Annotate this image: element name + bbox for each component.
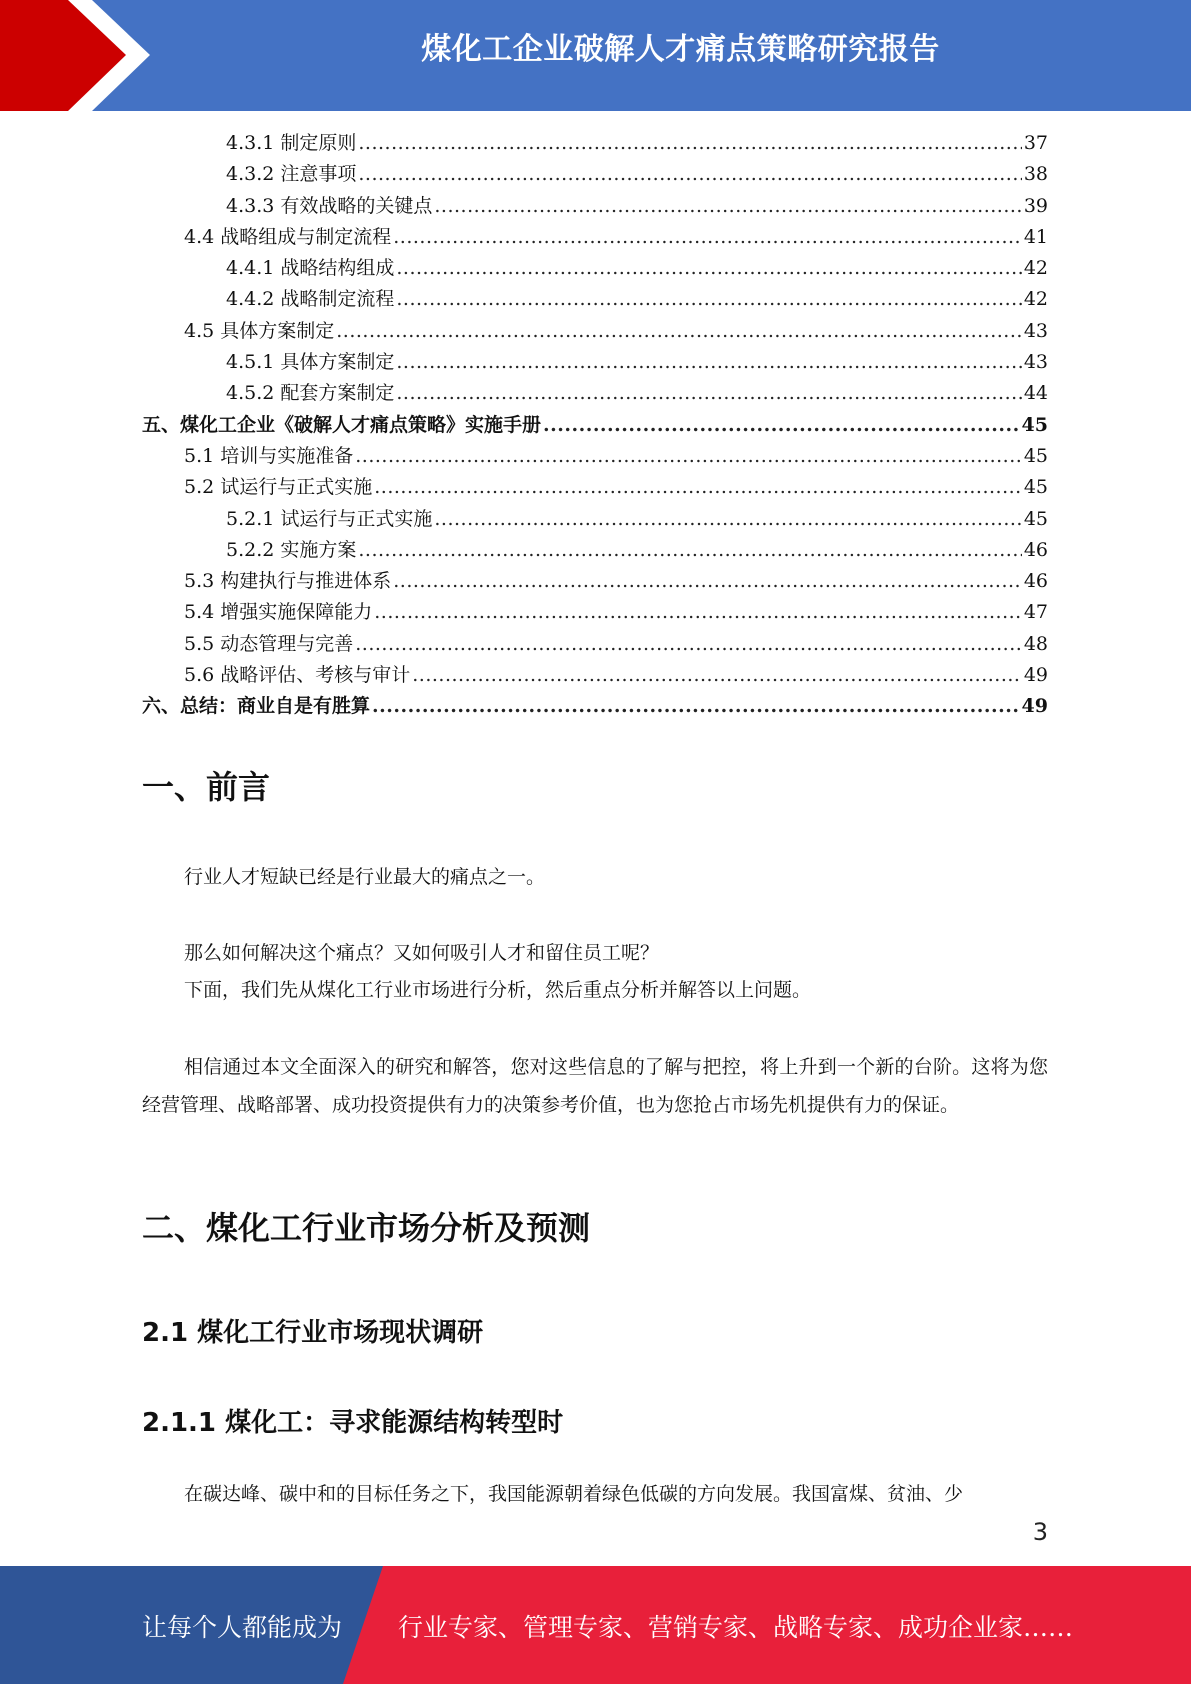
toc-entry-title: 5.5 动态管理与完善: [184, 632, 354, 655]
toc-entry-title: 5.2.1 试运行与正式实施: [226, 507, 433, 530]
toc-entry[interactable]: [142, 253, 1048, 284]
page-footer: [0, 1566, 1191, 1684]
table-of-contents: [142, 128, 1048, 723]
toc-entry-title: 4.5 具体方案制定: [184, 319, 335, 342]
toc-entry[interactable]: [142, 566, 1048, 597]
toc-entry-title: 4.3.3 有效战略的关键点: [226, 194, 433, 217]
toc-entry-page: 44: [1023, 382, 1048, 405]
toc-entry-page: 45: [1023, 476, 1048, 499]
toc-entry[interactable]: [142, 410, 1048, 441]
toc-entry[interactable]: [142, 128, 1048, 159]
toc-entry[interactable]: [142, 629, 1048, 660]
toc-entry-title: 5.2 试运行与正式实施: [184, 476, 373, 499]
toc-entry-title: 五、煤化工企业《破解人才痛点策略》实施手册: [142, 413, 542, 436]
page-header: [0, 0, 1191, 111]
toc-entry[interactable]: [142, 191, 1048, 222]
toc-entry-title: 5.6 战略评估、考核与审计: [184, 664, 411, 687]
report-title: 煤化工企业破解人才痛点策略研究报告: [421, 32, 940, 67]
toc-dot-leader: [396, 253, 1021, 284]
toc-entry[interactable]: [142, 660, 1048, 691]
toc-dot-leader: [393, 566, 1022, 597]
toc-dot-leader: [358, 159, 1021, 190]
toc-entry-title: 4.4.2 战略制定流程: [226, 288, 395, 311]
toc-dot-leader: [434, 504, 1021, 535]
toc-entry-page: 49: [1021, 695, 1048, 718]
paragraph-1: 行业人才短缺已经是行业最大的痛点之一。: [184, 866, 546, 888]
toc-entry-page: 49: [1023, 664, 1048, 687]
toc-entry-page: 39: [1023, 194, 1048, 217]
toc-entry-title: 六、总结：商业自是有胜算: [142, 695, 371, 718]
toc-dot-leader: [358, 535, 1021, 566]
toc-entry[interactable]: [142, 347, 1048, 378]
toc-dot-leader: [393, 222, 1022, 253]
paragraph-4: 相信通过本文全面深入的研究和解答，您对这些信息的了解与把控，将上升到一个新的台阶。这将为您经营管理、战略部署、成功投资提供有力的决策参考价值，也为您抢占市场先机提供有力的保证。: [142, 1056, 1048, 1116]
toc-entry-page: 42: [1023, 257, 1048, 280]
toc-dot-leader: [412, 660, 1022, 691]
toc-dot-leader: [358, 128, 1021, 159]
toc-entry-page: 43: [1023, 351, 1048, 374]
toc-entry-page: 45: [1023, 444, 1048, 467]
toc-entry-page: 48: [1023, 632, 1048, 655]
toc-entry-title: 5.2.2 实施方案: [226, 538, 357, 561]
toc-entry-page: 38: [1023, 163, 1048, 186]
toc-entry[interactable]: [142, 691, 1048, 722]
toc-entry-title: 4.4 战略组成与制定流程: [184, 225, 392, 248]
toc-entry-page: 37: [1023, 132, 1048, 154]
page-number: 3: [1032, 1518, 1048, 1546]
toc-entry[interactable]: [142, 284, 1048, 315]
paragraph-2: 那么如何解决这个痛点？又如何吸引人才和留住员工呢？: [184, 942, 660, 964]
toc-entry[interactable]: [142, 504, 1048, 535]
toc-entry-page: 42: [1023, 288, 1048, 311]
paragraph-3: 下面，我们先从煤化工行业市场进行分析，然后重点分析并解答以上问题。: [184, 979, 812, 1001]
heading-market-analysis: 二、煤化工行业市场分析及预测: [142, 1209, 591, 1247]
toc-entry-title: 4.5.2 配套方案制定: [226, 382, 395, 405]
toc-dot-leader: [355, 441, 1022, 472]
toc-entry-title: 4.3.1 制定原则: [226, 132, 357, 154]
toc-entry-title: 5.3 构建执行与推进体系: [184, 570, 392, 593]
toc-dot-leader: [396, 347, 1021, 378]
toc-entry-title: 4.4.1 战略结构组成: [226, 257, 395, 280]
toc-dot-leader: [543, 410, 1020, 441]
toc-entry-page: 43: [1023, 319, 1048, 342]
heading-energy-transition: 2.1.1 煤化工：寻求能源结构转型时: [142, 1408, 564, 1438]
footer-slogan-right: 行业专家、管理专家、营销专家、战略专家、成功企业家……: [398, 1613, 1074, 1642]
toc-dot-leader: [355, 629, 1022, 660]
toc-entry[interactable]: [142, 472, 1048, 503]
toc-entry[interactable]: [142, 222, 1048, 253]
paragraph-5: 在碳达峰、碳中和的目标任务之下，我国能源朝着绿色低碳的方向发展。我国富煤、贫油、少: [184, 1483, 964, 1505]
toc-entry[interactable]: [142, 597, 1048, 628]
toc-entry-page: 47: [1023, 601, 1048, 624]
heading-preface: 一、前言: [142, 768, 271, 806]
toc-entry-page: 46: [1023, 538, 1048, 561]
footer-slogan-left: 让每个人都能成为: [142, 1613, 343, 1642]
toc-dot-leader: [434, 191, 1021, 222]
toc-entry-page: 46: [1023, 570, 1048, 593]
toc-entry[interactable]: [142, 159, 1048, 190]
toc-dot-leader: [374, 597, 1022, 628]
heading-market-status: 2.1 煤化工行业市场现状调研: [142, 1318, 484, 1348]
toc-entry-page: 45: [1021, 413, 1048, 436]
toc-entry-title: 5.4 增强实施保障能力: [184, 601, 373, 624]
toc-entry[interactable]: [142, 316, 1048, 347]
toc-entry[interactable]: [142, 441, 1048, 472]
toc-entry[interactable]: [142, 535, 1048, 566]
toc-entry-page: 45: [1023, 507, 1048, 530]
toc-dot-leader: [396, 378, 1021, 409]
toc-dot-leader: [372, 691, 1020, 722]
toc-entry-title: 4.5.1 具体方案制定: [226, 351, 395, 374]
toc-dot-leader: [336, 316, 1022, 347]
toc-entry-page: 41: [1023, 225, 1048, 248]
toc-entry-title: 5.1 培训与实施准备: [184, 444, 354, 467]
toc-entry-title: 4.3.2 注意事项: [226, 163, 357, 186]
toc-dot-leader: [374, 472, 1022, 503]
toc-dot-leader: [396, 284, 1021, 315]
toc-entry[interactable]: [142, 378, 1048, 409]
